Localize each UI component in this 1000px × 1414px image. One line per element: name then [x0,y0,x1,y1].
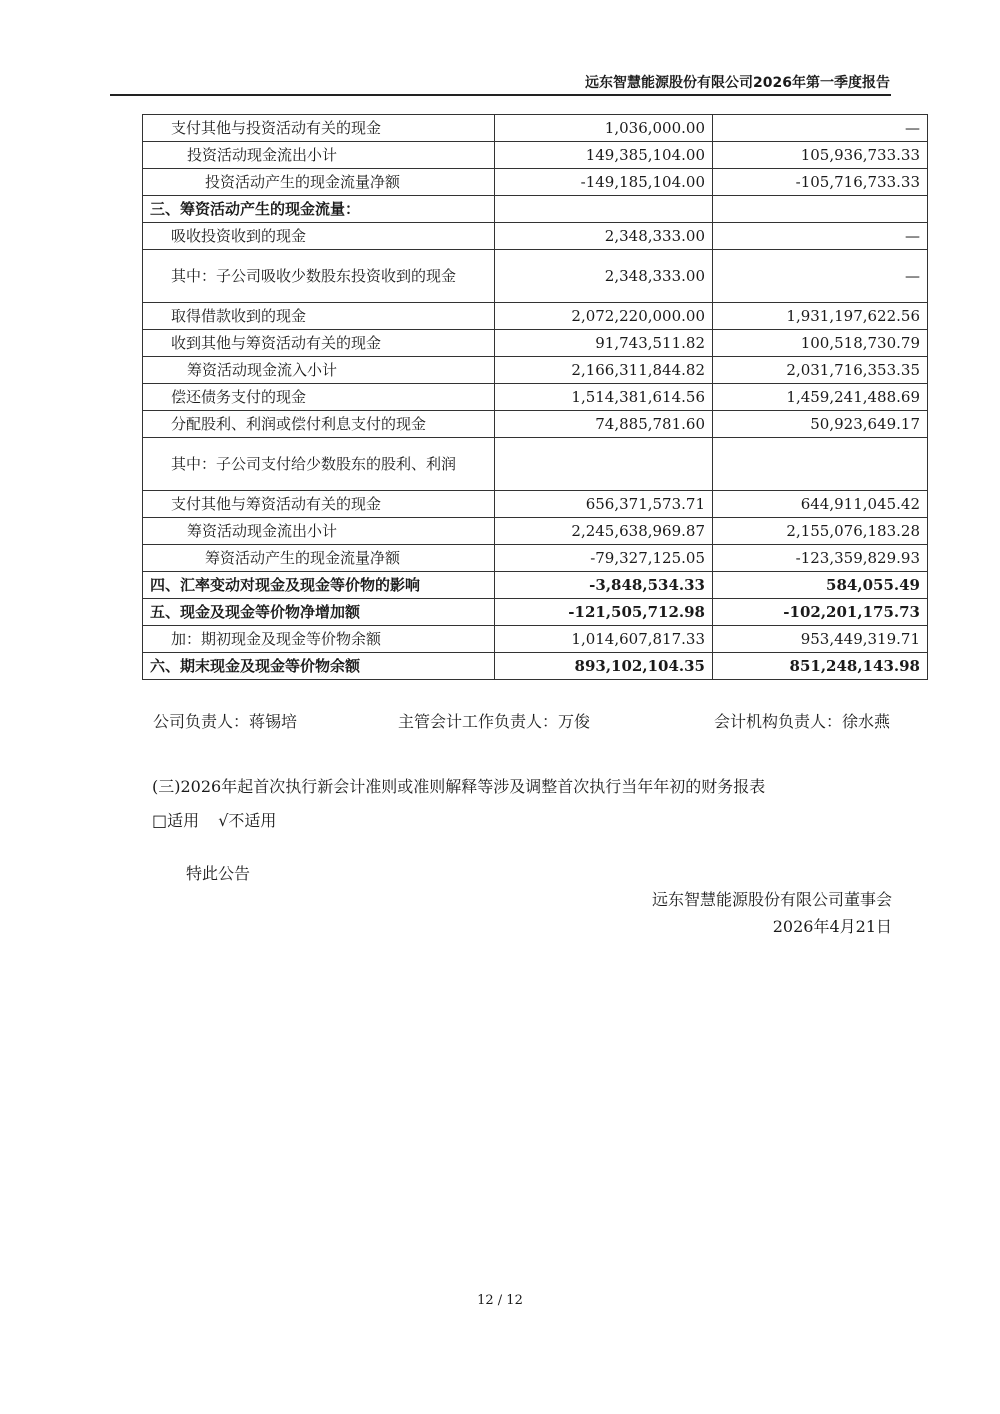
previous-period-value: 953,449,319.71 [713,626,928,653]
current-period-value [495,438,713,491]
previous-period-value [713,196,928,223]
applicable-option: □适用 [152,811,200,830]
previous-period-value: 50,923,649.17 [713,411,928,438]
current-period-value: -3,848,534.33 [495,572,713,599]
header-rule [110,94,891,96]
previous-period-value: -102,201,175.73 [713,599,928,626]
current-period-value: 893,102,104.35 [495,653,713,680]
applicability-options [152,808,290,831]
section-header-row [143,196,928,223]
row-label: 支付其他与投资活动有关的现金 [143,115,495,142]
previous-period-value: -105,716,733.33 [713,169,928,196]
row-label: 吸收投资收到的现金 [143,223,495,250]
table-row [143,169,928,196]
table-row [143,330,928,357]
row-label: 投资活动现金流出小计 [143,142,495,169]
section-header-label: 三、筹资活动产生的现金流量： [143,196,495,223]
cash-flow-table [142,114,928,680]
row-label: 筹资活动现金流入小计 [143,357,495,384]
current-period-value: 2,245,638,969.87 [495,518,713,545]
board-signature: 远东智慧能源股份有限公司董事会 [651,890,892,909]
table-row [143,411,928,438]
row-label: 其中：子公司吸收少数股东投资收到的现金 [143,250,495,303]
current-period-value: 2,072,220,000.00 [495,303,713,330]
table-row [143,250,928,303]
table-row [143,357,928,384]
section3-title: (三)2026年起首次执行新会计准则或准则解释等涉及调整首次执行当年年初的财务报表 [152,777,766,796]
not-applicable-option: √不适用 [218,811,277,830]
row-label: 取得借款收到的现金 [143,303,495,330]
row-label: 分配股利、利润或偿付利息支付的现金 [143,411,495,438]
previous-period-value: 584,055.49 [713,572,928,599]
table-row [143,438,928,491]
table-row [143,223,928,250]
company-head-signature: 公司负责人：蒋锡培 [153,712,298,731]
current-period-value: 2,166,311,844.82 [495,357,713,384]
signature-date: 2026年4月21日 [772,917,892,936]
row-label: 五、现金及现金等价物净增加额 [143,599,495,626]
page-number: 12 / 12 [477,1293,523,1308]
section-total-row [143,599,928,626]
current-period-value: 74,885,781.60 [495,411,713,438]
row-label: 其中：子公司支付给少数股东的股利、利润 [143,438,495,491]
row-label: 筹资活动现金流出小计 [143,518,495,545]
section-total-row [143,653,928,680]
previous-period-value [713,438,928,491]
current-period-value: 1,014,607,817.33 [495,626,713,653]
previous-period-value: 2,031,716,353.35 [713,357,928,384]
table-row [143,491,928,518]
previous-period-value: — [713,115,928,142]
current-period-value: 91,743,511.82 [495,330,713,357]
row-label: 收到其他与筹资活动有关的现金 [143,330,495,357]
report-header-title: 远东智慧能源股份有限公司2026年第一季度报告 [585,75,890,91]
current-period-value: -121,505,712.98 [495,599,713,626]
previous-period-value: 100,518,730.79 [713,330,928,357]
current-period-value: 1,514,381,614.56 [495,384,713,411]
previous-period-value: -123,359,829.93 [713,545,928,572]
row-label: 四、汇率变动对现金及现金等价物的影响 [143,572,495,599]
current-period-value: 2,348,333.00 [495,250,713,303]
previous-period-value: 644,911,045.42 [713,491,928,518]
table-row [143,626,928,653]
previous-period-value: 2,155,076,183.28 [713,518,928,545]
row-label: 支付其他与筹资活动有关的现金 [143,491,495,518]
table-row [143,384,928,411]
accounting-org-head-signature: 会计机构负责人：徐水燕 [713,712,890,731]
previous-period-value: 105,936,733.33 [713,142,928,169]
previous-period-value: — [713,223,928,250]
accounting-head-signature: 主管会计工作负责人：万俊 [398,712,591,731]
table-row [143,545,928,572]
previous-period-value: 1,931,197,622.56 [713,303,928,330]
current-period-value: 149,385,104.00 [495,142,713,169]
current-period-value: -149,185,104.00 [495,169,713,196]
previous-period-value: 851,248,143.98 [713,653,928,680]
table-row [143,142,928,169]
announcement-notice: 特此公告 [186,864,251,883]
current-period-value: -79,327,125.05 [495,545,713,572]
section-total-row [143,572,928,599]
previous-period-value: 1,459,241,488.69 [713,384,928,411]
current-period-value: 1,036,000.00 [495,115,713,142]
current-period-value: 656,371,573.71 [495,491,713,518]
row-label: 偿还债务支付的现金 [143,384,495,411]
row-label: 加：期初现金及现金等价物余额 [143,626,495,653]
table-row [143,115,928,142]
row-label: 筹资活动产生的现金流量净额 [143,545,495,572]
previous-period-value: — [713,250,928,303]
table-row [143,303,928,330]
row-label: 投资活动产生的现金流量净额 [143,169,495,196]
table-row [143,518,928,545]
current-period-value [495,196,713,223]
row-label: 六、期末现金及现金等价物余额 [143,653,495,680]
current-period-value: 2,348,333.00 [495,223,713,250]
